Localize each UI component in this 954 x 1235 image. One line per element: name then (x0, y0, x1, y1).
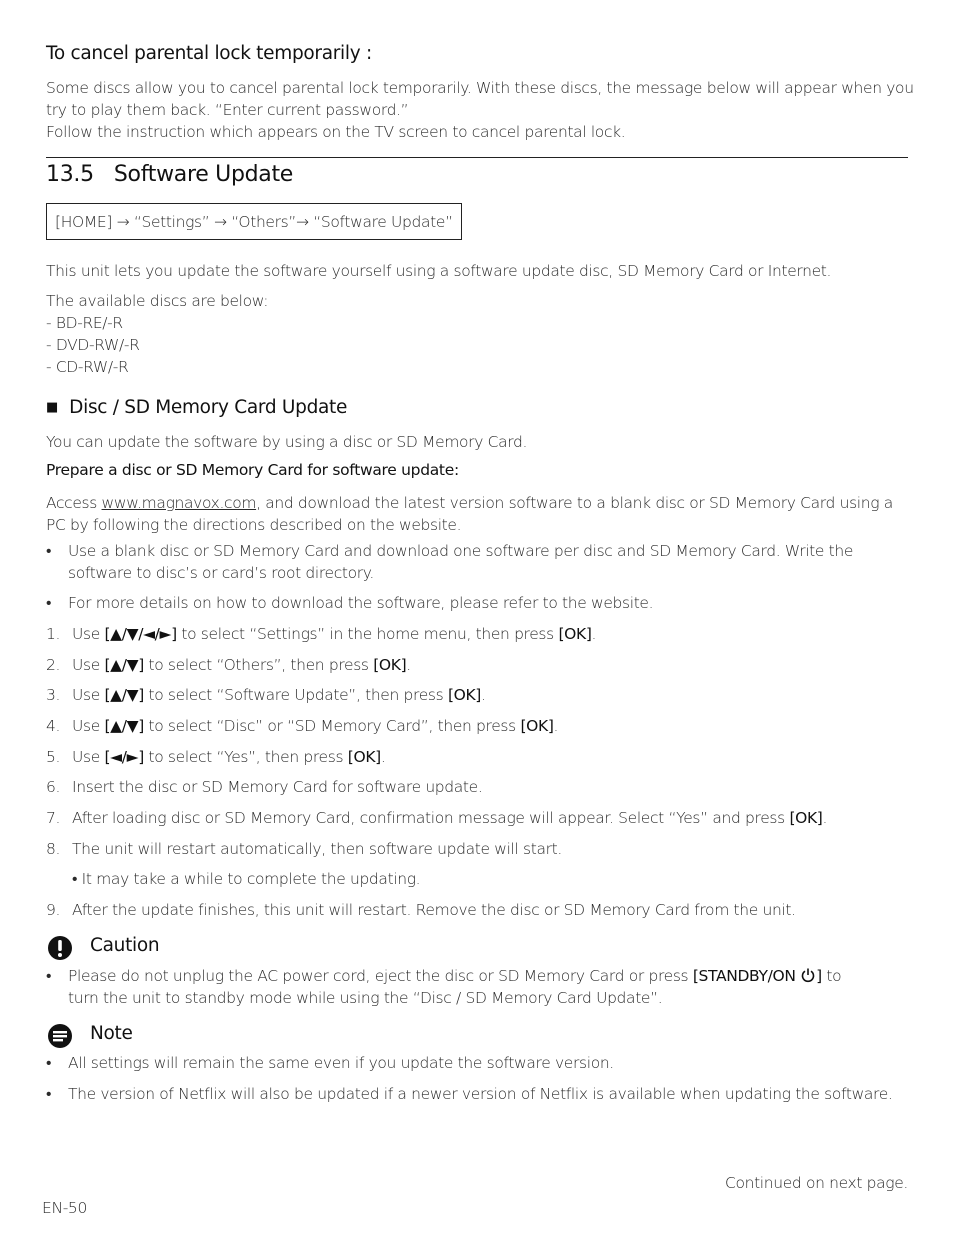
step-pre: Use (72, 717, 105, 735)
bullet-item-continued (46, 562, 374, 584)
step-number: 8. (46, 840, 61, 858)
step-pre: After loading disc or SD Memory Card, confirmation message will appear. Select “Yes” and press (72, 809, 790, 827)
step-post: . (406, 656, 411, 674)
step-post: . (380, 748, 386, 766)
bullet-icon: • (46, 1054, 52, 1072)
step-post: . (822, 809, 828, 827)
step-number: 9. (46, 901, 61, 919)
step8-subnote: • It may take a while to complete the updating. (72, 870, 421, 888)
step-pre: Use (72, 625, 105, 643)
bullet-text: For more details on how to download the software, please refer to the website. (68, 594, 654, 612)
note-lines-icon (46, 1022, 74, 1050)
step-text (72, 807, 827, 829)
arrow-right-icon: → (214, 212, 227, 231)
prepare-heading: Prepare a disc or SD Memory Card for software update: (46, 461, 459, 479)
step-ok: [OK] (373, 656, 407, 674)
note-title: Note (90, 1023, 133, 1044)
caution-post: to (821, 967, 842, 985)
step-text (72, 623, 596, 645)
step-post: . (481, 686, 486, 704)
bullet-icon: • (46, 967, 52, 985)
path-others: “Others” (231, 212, 297, 231)
menu-path-box (46, 203, 462, 240)
step-mid: to select “Yes”, then press (143, 748, 348, 766)
disc-item: - CD-RW/-R (46, 358, 129, 376)
step-pre: Use (72, 656, 105, 674)
continued-note: Continued on next page. (724, 1174, 908, 1192)
step-ok: [OK] (558, 625, 592, 643)
square-bullet-icon: ■ (46, 400, 58, 415)
step-key: [▲/▼] (104, 717, 144, 735)
step-ok: [OK] (789, 809, 823, 827)
arrow-right-icon: → (296, 212, 309, 231)
standby-key: [STANDBY/ON (692, 967, 801, 985)
bullet-icon: • (46, 1085, 52, 1103)
caution-title: Caution (90, 935, 160, 956)
step-ok: [OK] (520, 717, 554, 735)
step-number: 7. (46, 809, 61, 827)
standby-key-end: ] (816, 967, 822, 985)
note-text: The version of Netflix will also be updated if a newer version of Netflix is available when updating the software. (68, 1085, 893, 1103)
access-post: , and download the latest version software to a blank disc or SD Memory Card using a (256, 494, 893, 512)
path-home: [HOME] (55, 212, 113, 231)
step-number: 4. (46, 717, 61, 735)
step-ok: [OK] (447, 686, 481, 704)
caution-pre: Please do not unplug the AC power cord, eject the disc or SD Memory Card or press (68, 967, 693, 985)
note-text: All settings will remain the same even if you update the software version. (68, 1054, 614, 1072)
exclamation-circle-icon (46, 934, 74, 962)
step-text (72, 838, 562, 860)
step-mid: to select “Software Update”, then press (143, 686, 448, 704)
discs-intro: The available discs are below: (46, 292, 269, 310)
step-number: 2. (46, 656, 61, 674)
access-pre: Access (46, 494, 102, 512)
magnavox-link[interactable]: www.magnavox.com (101, 494, 257, 512)
step-pre: Use (72, 748, 105, 766)
access-line1 (46, 492, 893, 514)
step-number: 5. (46, 748, 61, 766)
disc-item: - BD-RE/-R (46, 314, 123, 332)
step-text (72, 684, 486, 706)
disc-item: - DVD-RW/-R (46, 336, 140, 354)
step-post: . (553, 717, 559, 735)
caution-text-line2: turn the unit to standby mode while using the “Disc / SD Memory Card Update”. (68, 989, 663, 1007)
step-text (72, 746, 385, 768)
step-post: . (591, 625, 597, 643)
disc-sd-intro: You can update the software by using a disc or SD Memory Card. (46, 433, 528, 451)
arrow-right-icon: → (116, 212, 130, 231)
step-number: 1. (46, 625, 61, 643)
bullet-text: Use a blank disc or SD Memory Card and download one software per disc and SD Memory Card. Write the (68, 542, 854, 560)
step-number: 6. (46, 778, 61, 796)
step-number: 3. (46, 686, 61, 704)
page-number: EN-50 (42, 1199, 87, 1217)
step-key: [▲/▼/◄/►] (104, 625, 177, 643)
section-heading (46, 162, 293, 187)
step-key: [▲/▼] (104, 656, 144, 674)
section-divider (46, 157, 908, 158)
step-pre: Insert the disc or SD Memory Card for software update. (72, 778, 483, 796)
step-text: After the update finishes, this unit will restart. Remove the disc or SD Memory Card from the unit. (72, 901, 796, 919)
step-mid: to select “Disc” or “SD Memory Card”, then press (143, 717, 521, 735)
section-number: 13.5 (46, 162, 94, 187)
step-key: [◄/►] (104, 748, 144, 766)
bullet-icon: • (46, 542, 52, 560)
parental-paragraph-2: Follow the instruction which appears on the TV screen to cancel parental lock. (46, 123, 626, 141)
disc-sd-title: Disc / SD Memory Card Update (69, 397, 348, 418)
access-line2: PC by following the directions described on the website. (46, 516, 462, 534)
caution-item-continued (46, 987, 663, 1009)
bullet-text: software to disc’s or card’s root directory. (68, 564, 374, 582)
path-settings: “Settings” (133, 212, 210, 231)
step-pre: The unit will restart automatically, then software update will start. (72, 840, 562, 858)
parental-paragraph-line2: try to play them back. “Enter current password.” (46, 101, 409, 119)
disc-sd-heading (46, 397, 347, 418)
step-mid: to select “Settings” in the home menu, then press (176, 625, 559, 643)
section-title: Software Update (113, 162, 294, 187)
bullet-icon: • (46, 594, 52, 612)
step-key: [▲/▼] (104, 686, 144, 704)
parental-lock-heading: To cancel parental lock temporarily : (46, 43, 372, 64)
step-text (72, 776, 482, 798)
step-text (72, 654, 411, 676)
step-mid: to select “Others”, then press (143, 656, 374, 674)
path-software-update: “Software Update” (313, 212, 453, 231)
step-text (72, 715, 558, 737)
parental-paragraph-line1: Some discs allow you to cancel parental lock temporarily. With these discs, the message below will appear when you (46, 79, 914, 97)
section-intro: This unit lets you update the software yourself using a software update disc, SD Memory Card or Internet. (46, 262, 832, 280)
power-icon (800, 967, 816, 983)
step-ok: [OK] (347, 748, 381, 766)
step-pre: Use (72, 686, 105, 704)
caution-text (68, 965, 841, 987)
